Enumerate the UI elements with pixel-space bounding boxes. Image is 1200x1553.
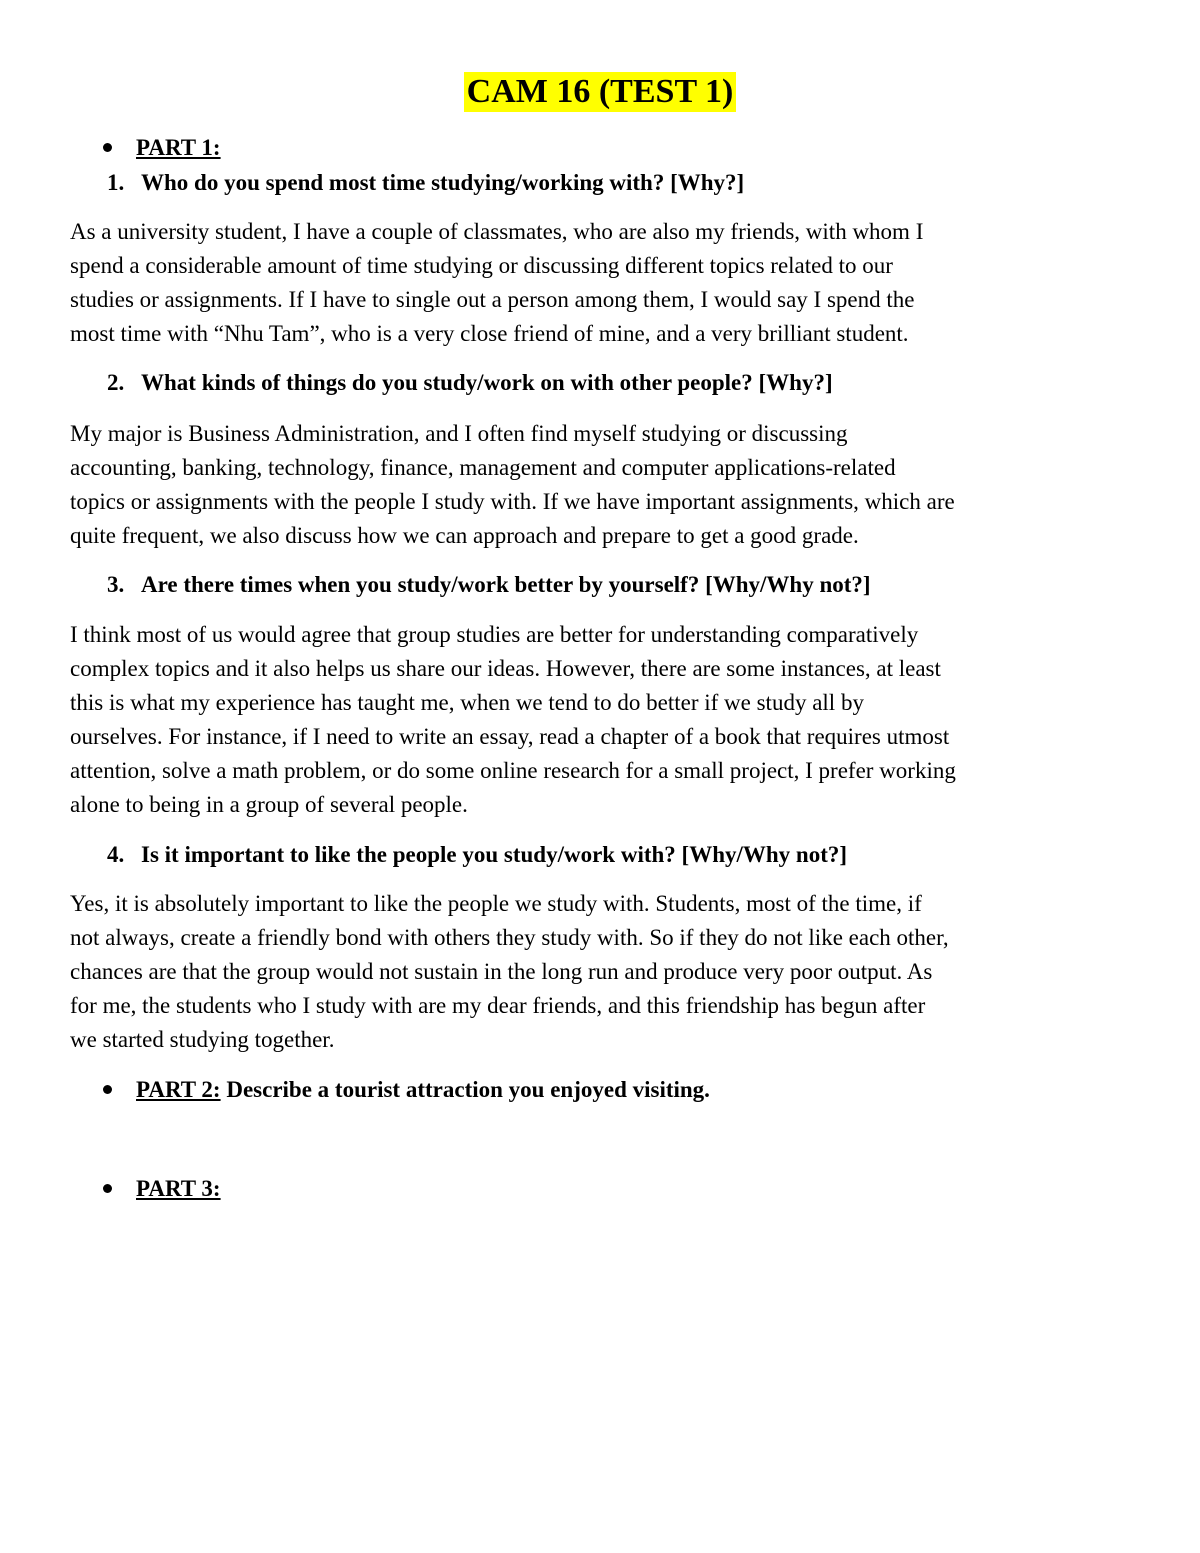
title-container [0, 72, 1200, 112]
answer-line: complex topics and it also helps us share our ideas. However, there are some instances, at least [70, 656, 941, 681]
question-1 [107, 168, 744, 198]
answer-line: spend a considerable amount of time studying or discussing different topics related to our [70, 253, 893, 278]
question-3 [107, 570, 871, 600]
answer-4 [70, 887, 1150, 1057]
answer-2 [70, 417, 1150, 553]
bullet-icon [103, 143, 112, 152]
answer-line: for me, the students who I study with are my dear friends, and this friendship has begun after [70, 993, 926, 1018]
answer-line: My major is Business Administration, and I often find myself studying or discussing [70, 421, 848, 446]
question-text: Are there times when you study/work better by yourself? [Why/Why not?] [141, 572, 871, 597]
answer-line: ourselves. For instance, if I need to write an essay, read a chapter of a book that requires utmost [70, 724, 950, 749]
answer-line: not always, create a friendly bond with others they study with. So if they do not like each other, [70, 925, 949, 950]
question-number: 1. [107, 170, 125, 195]
answer-line: accounting, banking, technology, finance, management and computer applications-related [70, 455, 896, 480]
answer-line: alone to being in a group of several people. [70, 792, 468, 817]
answer-line: chances are that the group would not sustain in the long run and produce very poor output. As [70, 959, 933, 984]
answer-3 [70, 618, 1150, 822]
part1-heading [103, 133, 221, 163]
part2-label: PART 2: [136, 1077, 221, 1102]
part3-heading [103, 1174, 221, 1204]
answer-line: I think most of us would agree that group studies are better for understanding comparatively [70, 622, 919, 647]
answer-line: quite frequent, we also discuss how we can approach and prepare to get a good grade. [70, 523, 859, 548]
part2-prompt: Describe a tourist attraction you enjoyed visiting. [220, 1077, 710, 1102]
answer-line: most time with “Nhu Tam”, who is a very close friend of mine, and a very brilliant student. [70, 321, 909, 346]
question-number: 3. [107, 572, 125, 597]
answer-line: Yes, it is absolutely important to like the people we study with. Students, most of the time, if [70, 891, 922, 916]
answer-line: we started studying together. [70, 1027, 335, 1052]
question-text: Who do you spend most time studying/working with? [Why?] [141, 170, 745, 195]
bullet-icon [103, 1085, 112, 1094]
answer-line: this is what my experience has taught me, when we tend to do better if we study all by [70, 690, 864, 715]
answer-line: studies or assignments. If I have to single out a person among them, I would say I spend the [70, 287, 915, 312]
question-text: Is it important to like the people you study/work with? [Why/Why not?] [141, 842, 848, 867]
part1-label: PART 1: [136, 135, 221, 160]
question-2 [107, 368, 833, 398]
part3-label: PART 3: [136, 1176, 221, 1201]
document-title: CAM 16 (TEST 1) [464, 72, 737, 112]
answer-line: attention, solve a math problem, or do some online research for a small project, I prefer working [70, 758, 956, 783]
question-4 [107, 840, 847, 870]
bullet-icon [103, 1184, 112, 1193]
question-number: 2. [107, 370, 125, 395]
question-text: What kinds of things do you study/work on with other people? [Why?] [141, 370, 833, 395]
answer-1 [70, 215, 1150, 351]
part2-heading [103, 1075, 710, 1105]
question-number: 4. [107, 842, 125, 867]
answer-line: topics or assignments with the people I study with. If we have important assignments, which are [70, 489, 955, 514]
answer-line: As a university student, I have a couple of classmates, who are also my friends, with whom I [70, 219, 924, 244]
